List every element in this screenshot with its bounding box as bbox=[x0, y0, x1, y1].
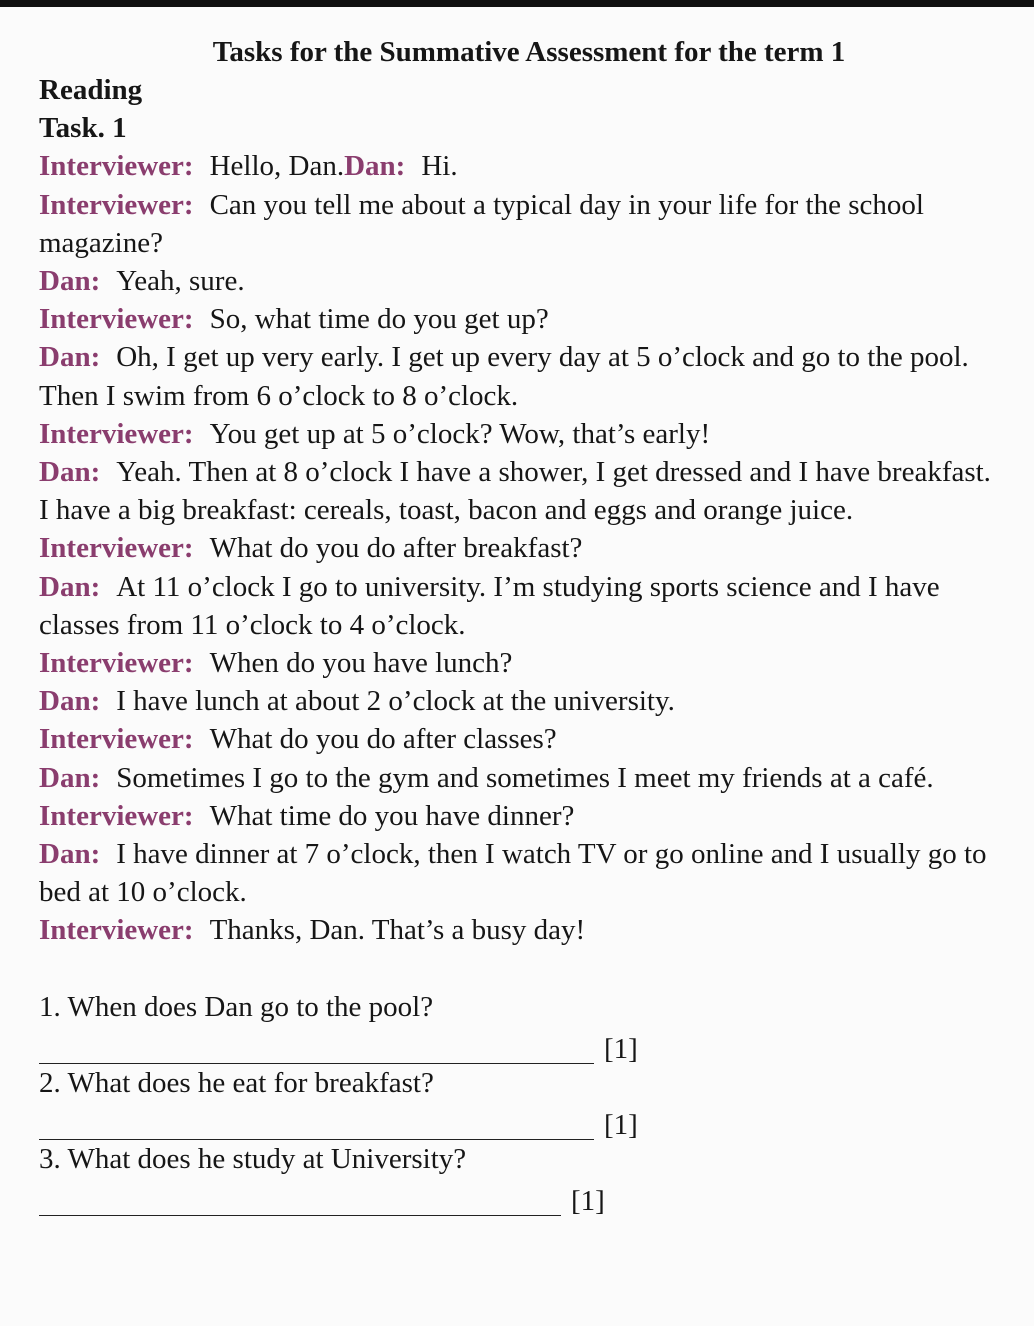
section-heading: Reading bbox=[39, 74, 143, 106]
speaker-label: Dan: bbox=[39, 456, 101, 489]
speaker-label: Interviewer: bbox=[39, 417, 194, 450]
dialogue-text: So, what time do you get up? bbox=[209, 303, 549, 336]
dialogue-text: What time do you have dinner? bbox=[209, 799, 575, 832]
dialogue-text: At 11 o’clock I go to university. I’m studying sports science and I have classes from 11 o’clock to 4 o’clock. bbox=[39, 570, 940, 641]
question-2: 2. What does he eat for breakfast? bbox=[39, 1066, 434, 1099]
dialogue-text: Yeah, sure. bbox=[116, 265, 245, 298]
speaker-label: Interviewer: bbox=[39, 914, 194, 947]
dialogue-text: When do you have lunch? bbox=[209, 647, 513, 680]
dialogue-line bbox=[39, 453, 999, 529]
questions-section bbox=[39, 988, 999, 1216]
dialogue-text: What do you do after classes? bbox=[209, 723, 557, 756]
dialogue-text: Yeah. Then at 8 o’clock I have a shower, I get dressed and I have breakfast. I have a big breakfast: cereals, toast, bacon and eggs and orange juice. bbox=[39, 456, 991, 527]
dialogue-line bbox=[39, 300, 999, 338]
dialogue-line bbox=[39, 759, 999, 797]
mark-label: [1] bbox=[571, 1184, 605, 1217]
dialogue-line bbox=[39, 911, 999, 949]
answer-row-3 bbox=[39, 1178, 999, 1216]
dialogue-text: Oh, I get up very early. I get up every day at 5 o’clock and go to the pool. Then I swim from 6 o’clock to 8 o’clock. bbox=[39, 341, 969, 412]
dialogue-line bbox=[39, 186, 999, 262]
speaker-label: Interviewer: bbox=[39, 799, 194, 832]
dialogue bbox=[39, 147, 999, 949]
dialogue-line bbox=[39, 797, 999, 835]
dialogue-text: I have lunch at about 2 o’clock at the university. bbox=[116, 685, 675, 718]
answer-row-1 bbox=[39, 1026, 999, 1064]
speaker-label: Interviewer: bbox=[39, 150, 194, 183]
speaker-label: Interviewer: bbox=[39, 188, 194, 221]
worksheet-page bbox=[39, 33, 999, 1216]
speaker-label: Dan: bbox=[39, 685, 101, 718]
speaker-label: Interviewer: bbox=[39, 723, 194, 756]
dialogue-line bbox=[39, 835, 999, 911]
speaker-label: Interviewer: bbox=[39, 303, 194, 336]
dialogue-text: I have dinner at 7 o’clock, then I watch TV or go online and I usually go to bed at 10 o’clock. bbox=[39, 838, 987, 909]
speaker-label: Interviewer: bbox=[39, 647, 194, 680]
mark-label: [1] bbox=[604, 1108, 638, 1141]
dialogue-line bbox=[39, 644, 999, 682]
speaker-label: Dan: bbox=[39, 838, 101, 871]
dialogue-line bbox=[39, 338, 999, 414]
dialogue-line bbox=[39, 147, 999, 185]
dialogue-line bbox=[39, 262, 999, 300]
dialogue-line bbox=[39, 568, 999, 644]
question-1: 1. When does Dan go to the pool? bbox=[39, 990, 434, 1023]
speaker-label: Interviewer: bbox=[39, 532, 194, 565]
question-3: 3. What does he study at University? bbox=[39, 1142, 467, 1175]
dialogue-text: Hi. bbox=[421, 150, 458, 183]
speaker-label: Dan: bbox=[39, 761, 101, 794]
speaker-label: Dan: bbox=[39, 341, 101, 374]
mark-label: [1] bbox=[604, 1032, 638, 1065]
top-border bbox=[0, 0, 1034, 7]
speaker-label: Dan: bbox=[39, 570, 101, 603]
answer-field-2[interactable] bbox=[39, 1117, 594, 1140]
dialogue-line bbox=[39, 682, 999, 720]
dialogue-text: Sometimes I go to the gym and sometimes I meet my friends at a café. bbox=[116, 761, 934, 794]
page-title: Tasks for the Summative Assessment for the term 1 bbox=[212, 36, 846, 68]
answer-row-2 bbox=[39, 1102, 999, 1140]
speaker-label: Dan: bbox=[39, 265, 101, 298]
dialogue-text: You get up at 5 o’clock? Wow, that’s early! bbox=[209, 417, 711, 450]
dialogue-line bbox=[39, 529, 999, 567]
dialogue-text: Can you tell me about a typical day in your life for the school magazine? bbox=[39, 188, 924, 259]
task-heading: Task. 1 bbox=[39, 112, 127, 145]
speaker-label: Dan: bbox=[344, 150, 406, 183]
dialogue-line bbox=[39, 415, 999, 453]
answer-field-3[interactable] bbox=[39, 1193, 561, 1216]
answer-field-1[interactable] bbox=[39, 1041, 594, 1064]
dialogue-line bbox=[39, 720, 999, 758]
dialogue-text: Thanks, Dan. That’s a busy day! bbox=[209, 914, 586, 947]
dialogue-text: What do you do after breakfast? bbox=[209, 532, 583, 565]
dialogue-text: Hello, Dan. bbox=[209, 150, 345, 183]
